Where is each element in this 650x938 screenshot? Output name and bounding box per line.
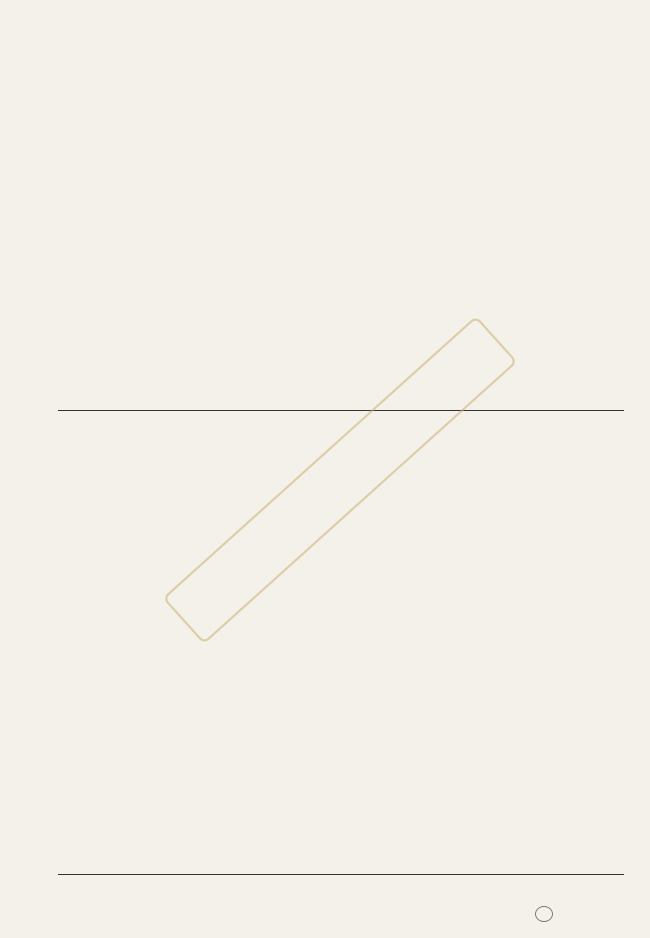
wechat-icon xyxy=(535,906,553,922)
wechat-logo xyxy=(535,906,557,922)
answer-line-17 xyxy=(58,874,624,875)
answer-line-15 xyxy=(58,410,624,411)
watermark xyxy=(110,200,570,760)
